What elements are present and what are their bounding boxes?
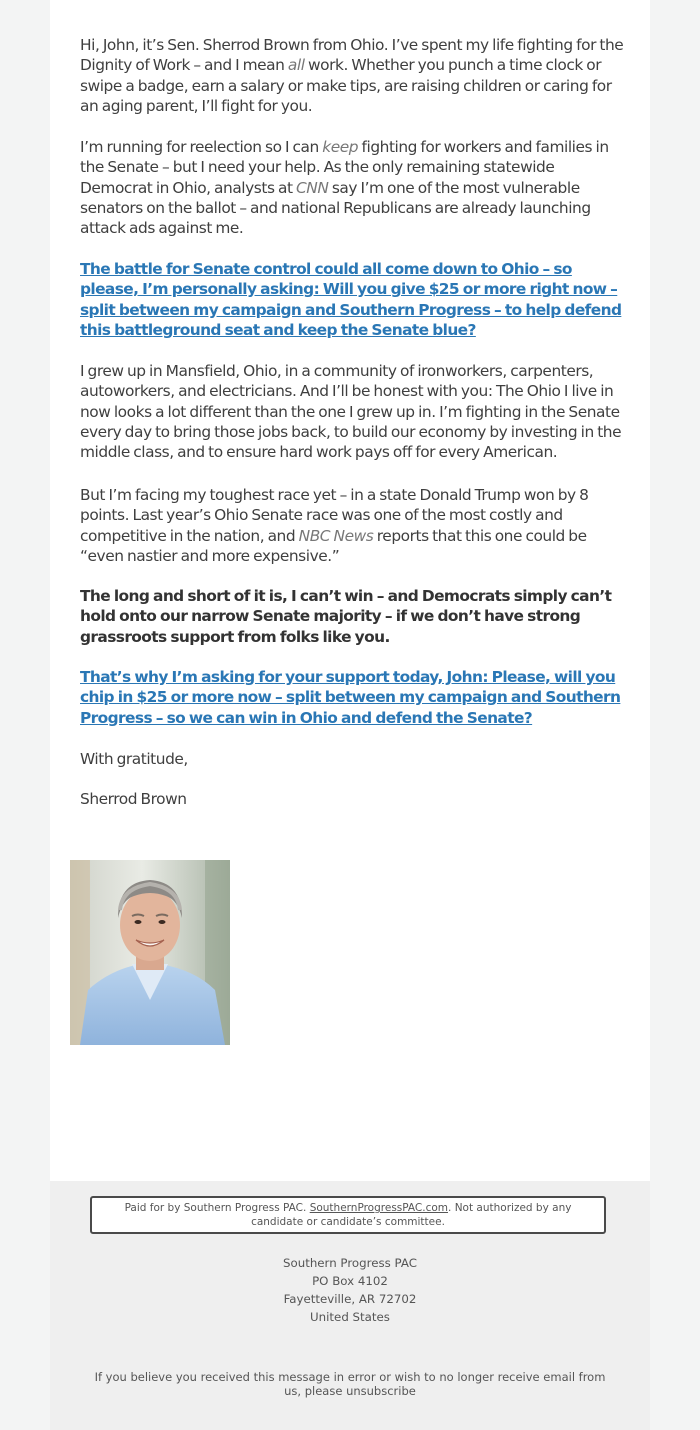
pac-website-link[interactable]: SouthernProgressPAC.com [309, 1202, 449, 1214]
disclaimer-text: Paid for by Southern Progress PAC. [124, 1202, 310, 1214]
reelection-emphasis: keep [322, 138, 359, 156]
address-line: Fayetteville, AR 72702 [283, 1292, 417, 1306]
unsubscribe-notice[interactable]: If you believe you received this message in error or wish to no longer receive email from us, please unsubscribe [94, 1370, 606, 1398]
donate-link-2[interactable]: That’s why I’m asking for your support today, John: Please, will you chip in $25 or more now – split between my campaign and Southern Progress – so we can win in Ohio and defend the Senate? [80, 668, 621, 727]
paragraph-mansfield [80, 361, 625, 462]
closing [80, 749, 625, 769]
reelection-text-mid: fighting for workers and families in the Senate – but I need your help. As the only remaining statewide Democrat in Ohio, analysts at [80, 138, 609, 197]
signature [80, 789, 625, 809]
footer [50, 1181, 650, 1430]
intro-emphasis: all [287, 56, 305, 75]
paragraph-grassroots [80, 586, 625, 647]
grassroots-text: The long and short of it is, I can’t win – and Democrats simply can’t hold onto our narrow Senate majority – if we don’t have strong grassroots support from folks like you. [80, 587, 612, 646]
paragraph-intro [80, 35, 625, 116]
address-line: Southern Progress PAC [283, 1256, 417, 1270]
address-line: PO Box 4102 [312, 1274, 388, 1288]
race-text-end: reports that this one could be “even nastier and more expensive.” [80, 526, 587, 565]
donate-link-1-wrap [80, 259, 625, 340]
signature-text: Sherrod Brown [80, 790, 187, 808]
intro-text-end: work. Whether you punch a time clock or swipe a badge, earn a salary or make tips, are raising children or caring for an aging parent, I’ll fight for you. [80, 56, 612, 115]
mailing-address [50, 1254, 650, 1326]
cnn-emphasis: CNN [295, 178, 329, 197]
sherrod-brown-photo [70, 860, 230, 1045]
intro-text: Hi, John, it’s Sen. Sherrod Brown from Ohio. I’ve spent my life fighting for the Dignity of Work – and I mean [80, 36, 624, 75]
reelection-text-end: say I’m one of the most vulnerable senators on the ballot – and national Republicans are already launching attack ads against me. [80, 178, 591, 238]
paragraph-reelection [80, 137, 625, 238]
nbc-emphasis: NBC News [298, 526, 374, 545]
reelection-text: I’m running for reelection so I can [80, 138, 323, 156]
race-text: But I’m facing my toughest race yet – in a state Donald Trump won by 8 points. Last year’s Ohio Senate race was one of the most costly and competitive in the nation, and [80, 486, 589, 545]
closing-text: With gratitude, [80, 750, 188, 768]
address-line: United States [310, 1310, 390, 1324]
paragraph-toughest-race [80, 485, 625, 566]
paid-for-disclaimer [90, 1196, 606, 1234]
donate-link-1[interactable]: The battle for Senate control could all come down to Ohio – so please, I’m personally asking: Will you give $25 or more right now – split between my campaign and Southern Progress – to help defend this battleground seat and keep the Senate blue? [80, 260, 622, 339]
donate-link-2-wrap [80, 667, 625, 728]
disclaimer-text-end: . Not authorized by any candidate or candidate’s committee. [251, 1202, 572, 1228]
mansfield-text: I grew up in Mansfield, Ohio, in a community of ironworkers, carpenters, autoworkers, and electricians. And I’ll be honest with you: The Ohio I live in now looks a lot different than the one I grew up in. I’m fighting in the Senate every day to bring those jobs back, to build our economy by investing in the middle class, and to ensure hard work pays off for every American. [80, 362, 622, 462]
